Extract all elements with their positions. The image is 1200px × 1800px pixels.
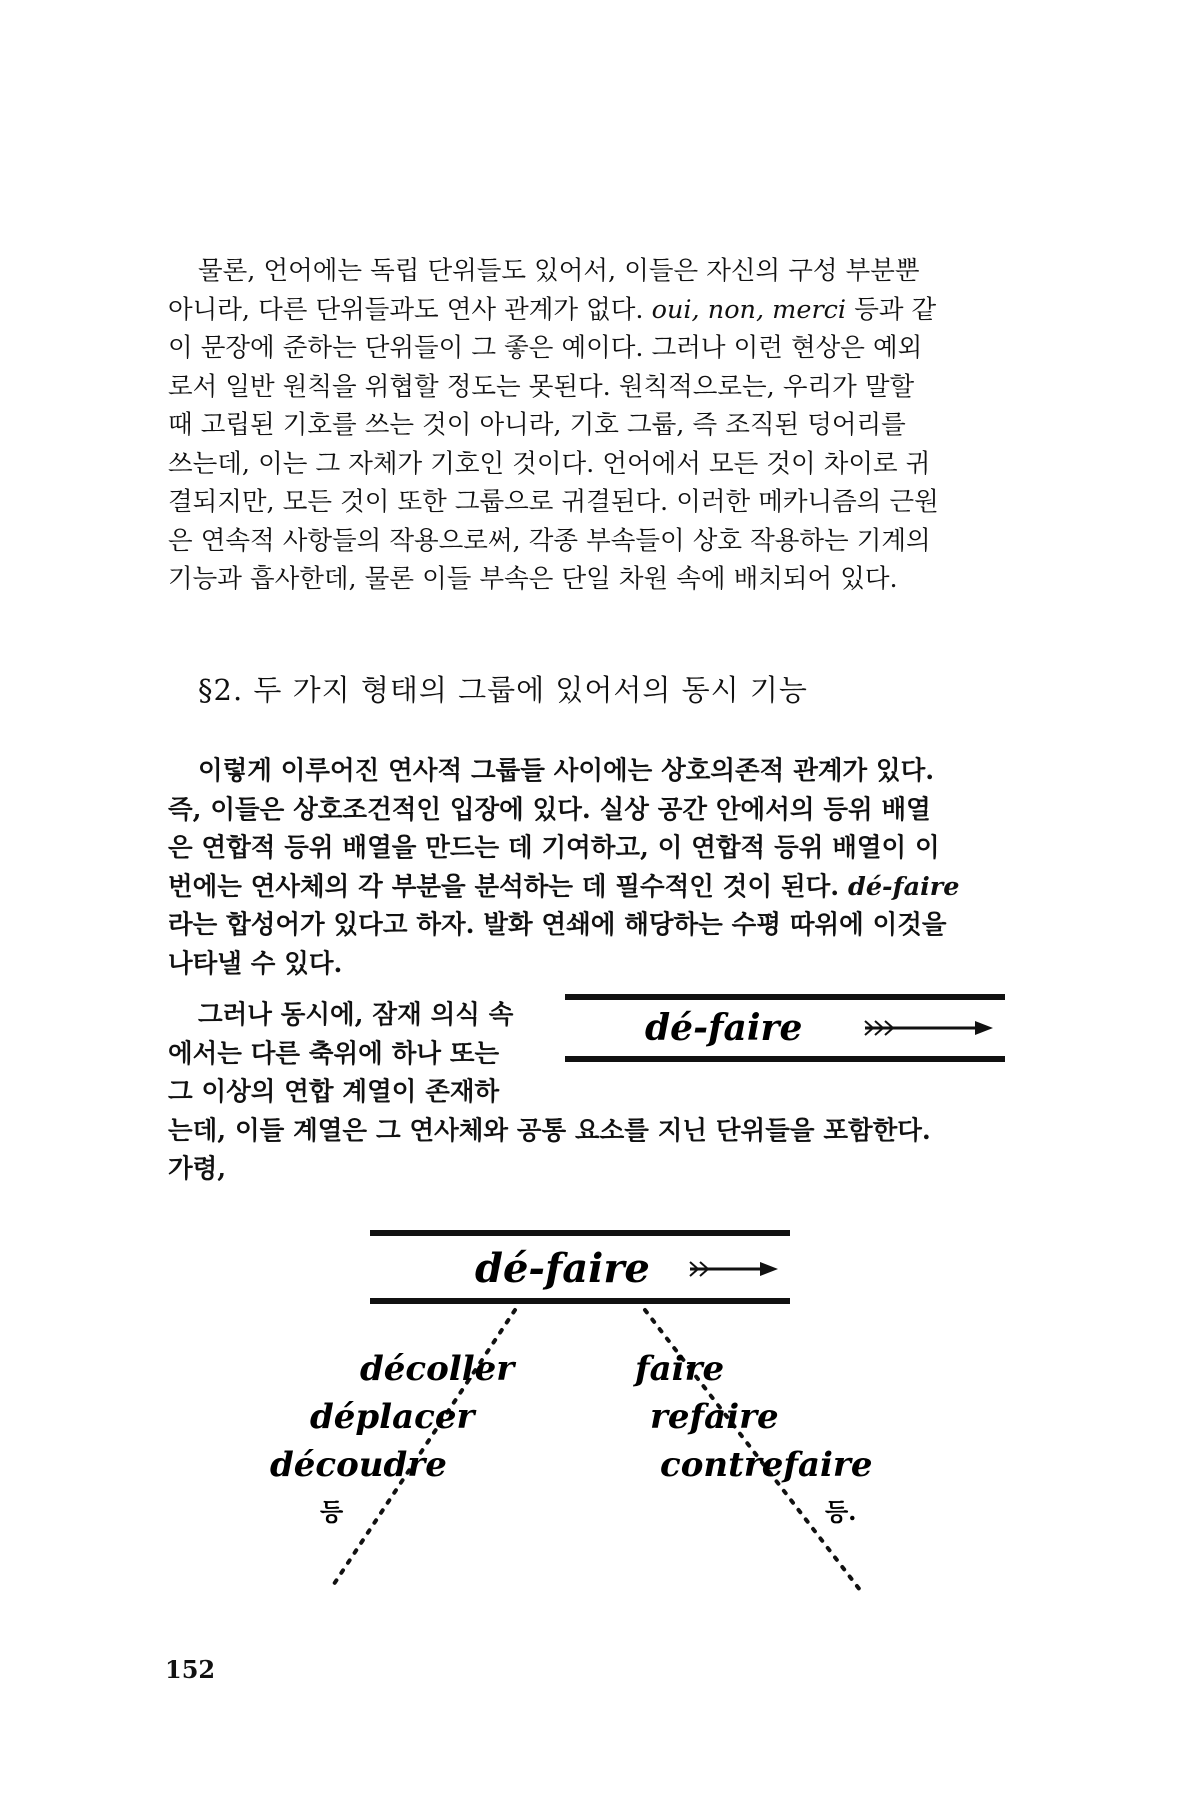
top-bar <box>565 994 1005 1000</box>
arrow-icon <box>865 1021 993 1035</box>
inline-figure-word: dé-faire <box>645 1007 803 1049</box>
paragraph-1-line-2 <box>168 291 1038 330</box>
left-series-word-3: découdre <box>270 1445 447 1485</box>
paragraph-1 <box>168 252 1038 599</box>
line-text: 아니라, 다른 단위들과도 연사 관계가 없다. <box>168 294 644 325</box>
right-series-word-2: refaire <box>650 1397 779 1437</box>
bottom-bar <box>370 1298 790 1304</box>
bottom-bar <box>565 1056 1005 1062</box>
arrow-icon <box>690 1262 778 1276</box>
line-tail: 등과 같 <box>854 294 937 325</box>
paragraph-1-line-7: 결되지만, 모든 것이 또한 그룹으로 귀결된다. 이러한 메카니즘의 근원 <box>168 487 939 517</box>
paragraph-1-line-1: 물론, 언어에는 독립 단위들도 있어서, 이들은 자신의 구성 부분뿐 <box>198 256 920 286</box>
paragraph-3-line-3: 그 이상의 연합 계열이 존재하 <box>168 1077 500 1107</box>
paragraph-2-line-3: 은 연합적 등위 배열을 만드는 데 기여하고, 이 연합적 등위 배열이 이 <box>168 833 940 863</box>
left-etc-label: 등 <box>320 1497 344 1526</box>
right-etc-label: 등. <box>825 1497 857 1526</box>
paragraph-1-line-6: 쓰는데, 이는 그 자체가 기호인 것이다. 언어에서 모든 것이 차이로 귀 <box>168 448 931 479</box>
italic-examples: oui, non, merci <box>651 294 847 325</box>
paragraph-1-line-3: 이 문장에 준하는 단위들이 그 좋은 예이다. 그러나 이런 현상은 예외 <box>168 333 923 363</box>
line-text: 번에는 연사체의 각 부분을 분석하는 데 필수적인 것이 된다. <box>168 871 840 902</box>
paragraph-2 <box>168 752 1038 983</box>
paragraph-3-line-2: 에서는 다른 축위에 하나 또는 <box>168 1038 500 1069</box>
paragraph-1-line-8: 은 연속적 사항들의 작용으로써, 각종 부속들이 상호 작용하는 기계의 <box>168 525 931 556</box>
center-word: dé-faire <box>475 1245 650 1292</box>
top-bar <box>370 1230 790 1236</box>
paragraph-1-line-9: 기능과 흡사한데, 물론 이들 부속은 단일 차원 속에 배치되어 있다. <box>168 564 898 594</box>
paragraph-2-line-2: 즉, 이들은 상호조건적인 입장에 있다. 실상 공간 안에서의 등위 배열 <box>168 794 931 825</box>
paragraph-2-line-4 <box>168 868 1038 907</box>
italic-word: dé-faire <box>847 871 960 902</box>
paragraph-2-line-6: 나타낼 수 있다. <box>168 948 343 979</box>
paragraph-1-line-5: 때 고립된 기호를 쓰는 것이 아니라, 기호 그룹, 즉 조직된 덩어리를 <box>168 410 906 440</box>
left-series-word-1: décoller <box>360 1349 515 1389</box>
paragraph-3-line-5: 가령, <box>168 1154 227 1184</box>
paragraph-1-line-4: 로서 일반 원칙을 위협할 정도는 못된다. 원칙적으로는, 우리가 말할 <box>168 371 915 402</box>
paragraph-3-line-1: 그러나 동시에, 잠재 의식 속 <box>198 1000 514 1030</box>
right-series-word-3: contrefaire <box>660 1445 873 1485</box>
paragraph-3-line-4: 는데, 이들 계열은 그 연사체와 공통 요소를 지닌 단위들을 포함한다. <box>168 1115 931 1146</box>
paragraph-2-line-1: 이렇게 이루어진 연사적 그룹들 사이에는 상호의존적 관계가 있다. <box>198 756 935 786</box>
left-series-word-2: déplacer <box>310 1397 475 1437</box>
associative-series-figure <box>250 1230 950 1600</box>
right-series-word-1: faire <box>635 1349 725 1389</box>
inline-syntagm-figure <box>565 990 1015 1070</box>
page-number: 152 <box>165 1655 216 1684</box>
paragraph-2-line-5: 라는 합성어가 있다고 하자. 발화 연쇄에 해당하는 수평 따위에 이것을 <box>168 910 947 940</box>
section-heading: §2. 두 가지 형태의 그룹에 있어서의 동시 기능 <box>198 673 808 707</box>
